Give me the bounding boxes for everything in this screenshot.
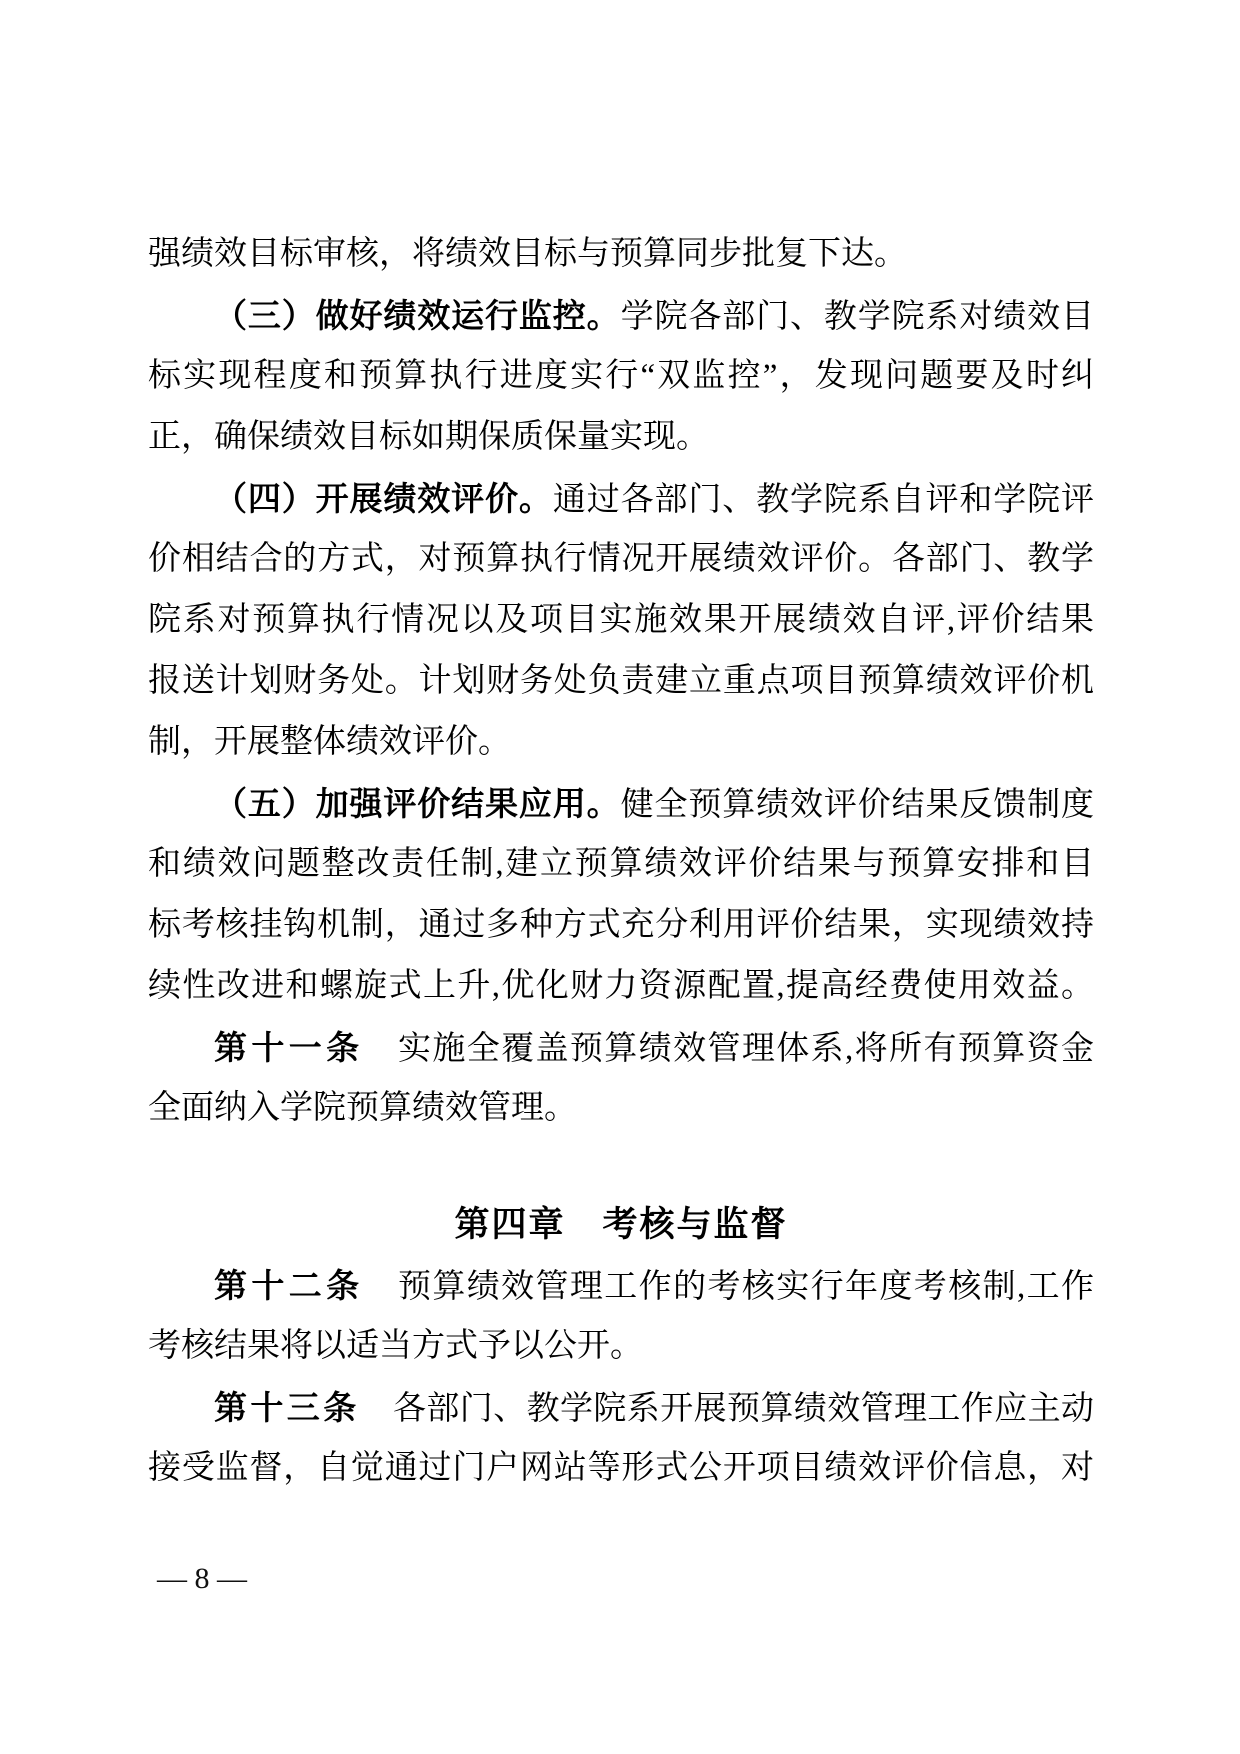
text-line	[148, 529, 1094, 590]
text-line	[148, 590, 1094, 651]
text-run: 制，开展整体绩效评价。	[148, 724, 511, 760]
text-line	[148, 1255, 1094, 1316]
body-text-block-1	[148, 224, 1094, 1139]
text-line	[148, 1377, 1094, 1438]
text-line	[148, 834, 1094, 895]
text-run: 标考核挂钩机制，通过多种方式充分利用评价结果，实现绩效持	[148, 907, 1094, 943]
text-line	[148, 895, 1094, 956]
text-run: 强绩效目标审核，将绩效目标与预算同步批复下达。	[148, 236, 907, 272]
text-line	[148, 651, 1094, 712]
text-line	[148, 346, 1094, 407]
text-run: 和绩效问题整改责任制,建立预算绩效评价结果与预算安排和目	[148, 846, 1094, 882]
text-run: 考核结果将以适当方式予以公开。	[148, 1328, 643, 1364]
text-line	[148, 956, 1094, 1017]
text-run: 预算绩效管理工作的考核实行年度考核制,工作	[363, 1269, 1094, 1305]
page-number: — 8 —	[157, 1562, 247, 1595]
text-run: 价相结合的方式，对预算执行情况开展绩效评价。各部门、教学	[148, 541, 1094, 577]
text-line	[148, 1078, 1094, 1139]
text-run: 各部门、教学院系开展预算绩效管理工作应主动	[359, 1391, 1094, 1427]
text-run: 实施全覆盖预算绩效管理体系,将所有预算资金	[363, 1031, 1094, 1067]
text-run: 正，确保绩效目标如期保质保量实现。	[148, 419, 709, 455]
article-label-bold-run: 第十一条	[214, 1029, 364, 1066]
text-line	[148, 285, 1094, 346]
text-line	[148, 1316, 1094, 1377]
text-run: 接受监督，自觉通过门户网站等形式公开项目绩效评价信息，对	[148, 1450, 1094, 1486]
text-line	[148, 1438, 1094, 1499]
text-run: 全面纳入学院预算绩效管理。	[148, 1090, 577, 1126]
chapter-heading: 第四章 考核与监督	[454, 1205, 788, 1244]
text-run: 学院各部门、教学院系对绩效目	[620, 299, 1094, 335]
text-line	[148, 773, 1094, 834]
text-run: 续性改进和螺旋式上升,优化财力资源配置,提高经费使用效益。	[148, 968, 1094, 1004]
section-label-bold-run: （五）加强评价结果应用。	[214, 785, 621, 822]
article-label-bold-run: 第十二条	[214, 1267, 364, 1304]
text-run: 标实现程度和预算执行进度实行“双监控”，发现问题要及时纠	[148, 358, 1094, 394]
text-run: 通过各部门、教学院系自评和学院评	[552, 482, 1094, 518]
text-line	[148, 712, 1094, 773]
text-run: 院系对预算执行情况以及项目实施效果开展绩效自评,评价结果	[148, 602, 1094, 638]
article-label-bold-run: 第十三条	[214, 1389, 360, 1426]
section-label-bold-run: （三）做好绩效运行监控。	[214, 297, 621, 334]
text-line	[148, 407, 1094, 468]
section-label-bold-run: （四）开展绩效评价。	[214, 480, 553, 517]
body-text-block-2	[148, 1255, 1094, 1499]
text-line	[148, 468, 1094, 529]
text-line	[148, 224, 1094, 285]
text-line	[148, 1017, 1094, 1078]
text-run: 报送计划财务处。计划财务处负责建立重点项目预算绩效评价机	[148, 663, 1094, 699]
text-run: 健全预算绩效评价结果反馈制度	[620, 787, 1094, 823]
